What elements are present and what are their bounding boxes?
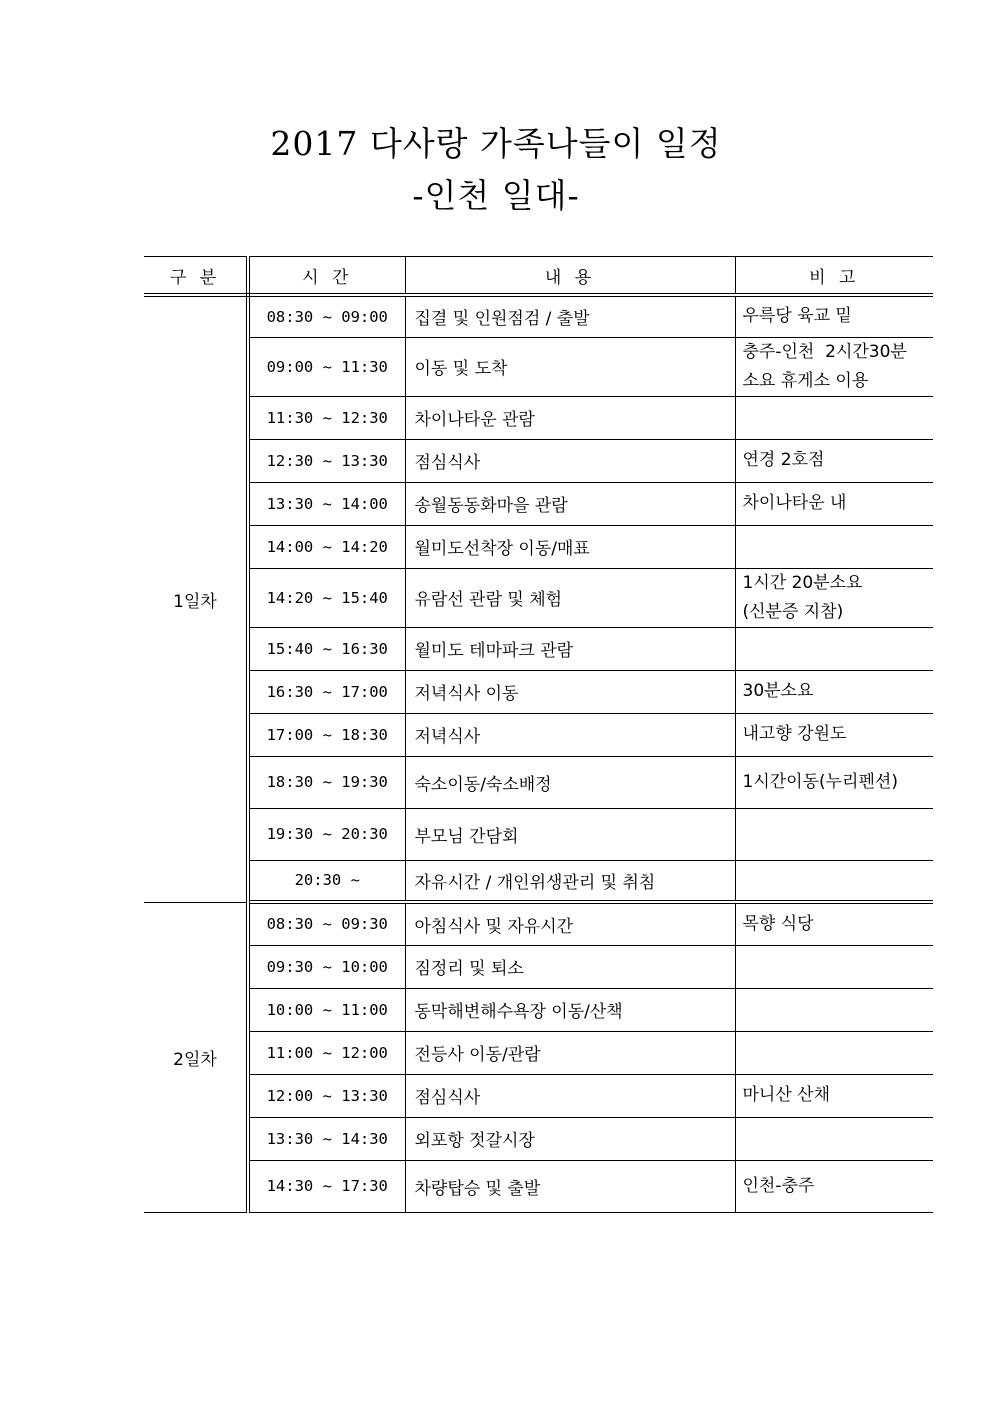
note-line: (신분증 지참) — [742, 601, 844, 622]
content-cell: 외포항 젓갈시장 — [405, 1117, 735, 1160]
content-cell: 이동 및 도착 — [405, 337, 735, 396]
note-cell — [735, 808, 933, 860]
note-cell — [735, 860, 933, 902]
time-cell: 19:30 ~ 20:30 — [248, 808, 405, 860]
content-cell: 동막해변해수욕장 이동/산책 — [405, 988, 735, 1031]
table-row — [144, 808, 933, 860]
content-cell: 점심식사 — [405, 1074, 735, 1117]
header-division: 구 분 — [144, 257, 248, 296]
content-cell: 점심식사 — [405, 439, 735, 482]
time-cell: 14:00 ~ 14:20 — [248, 525, 405, 568]
time-cell: 09:30 ~ 10:00 — [248, 945, 405, 988]
note-line: 1시간 20분소요 — [742, 572, 863, 593]
time-cell: 15:40 ~ 16:30 — [248, 627, 405, 670]
table-row — [144, 627, 933, 670]
content-cell: 유람선 관람 및 체험 — [405, 568, 735, 627]
content-cell: 부모님 간담회 — [405, 808, 735, 860]
day2-label: 2일차 — [144, 902, 248, 1212]
time-cell: 11:30 ~ 12:30 — [248, 396, 405, 439]
note-line: 충주-인천 2시간30분 — [742, 341, 907, 362]
note-cell: 마니산 산채 — [735, 1074, 933, 1117]
content-cell: 저녁식사 — [405, 713, 735, 756]
note-cell — [735, 396, 933, 439]
note-cell — [735, 337, 933, 396]
table-row — [144, 756, 933, 808]
content-cell: 숙소이동/숙소배정 — [405, 756, 735, 808]
note-cell: 목향 식당 — [735, 902, 933, 945]
header-note: 비 고 — [735, 257, 933, 296]
time-cell: 16:30 ~ 17:00 — [248, 670, 405, 713]
header-content: 내 용 — [405, 257, 735, 296]
table-row — [144, 337, 933, 396]
table-row — [144, 713, 933, 756]
day1-label: 1일차 — [144, 295, 248, 902]
content-cell: 저녁식사 이동 — [405, 670, 735, 713]
content-cell: 짐정리 및 퇴소 — [405, 945, 735, 988]
document-title: 2017 다사랑 가족나들이 일정 — [270, 124, 722, 163]
note-cell: 우륵당 육교 밑 — [735, 295, 933, 337]
table-row — [144, 1117, 933, 1160]
time-cell: 09:00 ~ 11:30 — [248, 337, 405, 396]
content-cell: 월미도 테마파크 관람 — [405, 627, 735, 670]
note-line: 소요 휴게소 이용 — [742, 370, 869, 391]
content-cell: 차량탑승 및 출발 — [405, 1160, 735, 1212]
table-row — [144, 396, 933, 439]
table-row — [144, 860, 933, 902]
table-row — [144, 439, 933, 482]
time-cell: 12:00 ~ 13:30 — [248, 1074, 405, 1117]
table-row — [144, 482, 933, 525]
note-cell — [735, 988, 933, 1031]
schedule-table — [144, 256, 933, 1213]
content-cell: 집결 및 인원점검 / 출발 — [405, 295, 735, 337]
time-cell: 08:30 ~ 09:00 — [248, 295, 405, 337]
header-time: 시 간 — [248, 257, 405, 296]
note-cell — [735, 945, 933, 988]
table-row — [144, 1160, 933, 1212]
note-cell — [735, 627, 933, 670]
content-cell: 아침식사 및 자유시간 — [405, 902, 735, 945]
note-cell — [735, 568, 933, 627]
content-cell: 전등사 이동/관람 — [405, 1031, 735, 1074]
table-row — [144, 568, 933, 627]
table-row — [144, 902, 933, 945]
table-row — [144, 295, 933, 337]
table-row — [144, 1031, 933, 1074]
time-cell: 20:30 ~ — [248, 860, 405, 902]
time-cell: 14:20 ~ 15:40 — [248, 568, 405, 627]
note-cell: 연경 2호점 — [735, 439, 933, 482]
note-cell: 1시간이동(누리펜션) — [735, 756, 933, 808]
note-cell: 인천-충주 — [735, 1160, 933, 1212]
table-row — [144, 525, 933, 568]
time-cell: 13:30 ~ 14:00 — [248, 482, 405, 525]
note-cell — [735, 1031, 933, 1074]
time-cell: 18:30 ~ 19:30 — [248, 756, 405, 808]
header-row — [144, 257, 933, 296]
time-cell: 13:30 ~ 14:30 — [248, 1117, 405, 1160]
table-row — [144, 1074, 933, 1117]
note-cell — [735, 1117, 933, 1160]
note-cell: 30분소요 — [735, 670, 933, 713]
time-cell: 11:00 ~ 12:00 — [248, 1031, 405, 1074]
note-cell — [735, 525, 933, 568]
note-cell: 차이나타운 내 — [735, 482, 933, 525]
time-cell: 12:30 ~ 13:30 — [248, 439, 405, 482]
document-subtitle: -인천 일대- — [412, 176, 580, 215]
table-row — [144, 945, 933, 988]
time-cell: 14:30 ~ 17:30 — [248, 1160, 405, 1212]
time-cell: 08:30 ~ 09:30 — [248, 902, 405, 945]
content-cell: 월미도선착장 이동/매표 — [405, 525, 735, 568]
table-row — [144, 988, 933, 1031]
time-cell: 17:00 ~ 18:30 — [248, 713, 405, 756]
table-row — [144, 670, 933, 713]
time-cell: 10:00 ~ 11:00 — [248, 988, 405, 1031]
content-cell: 차이나타운 관람 — [405, 396, 735, 439]
content-cell: 자유시간 / 개인위생관리 및 취침 — [405, 860, 735, 902]
content-cell: 송월동동화마을 관람 — [405, 482, 735, 525]
note-cell: 내고향 강원도 — [735, 713, 933, 756]
